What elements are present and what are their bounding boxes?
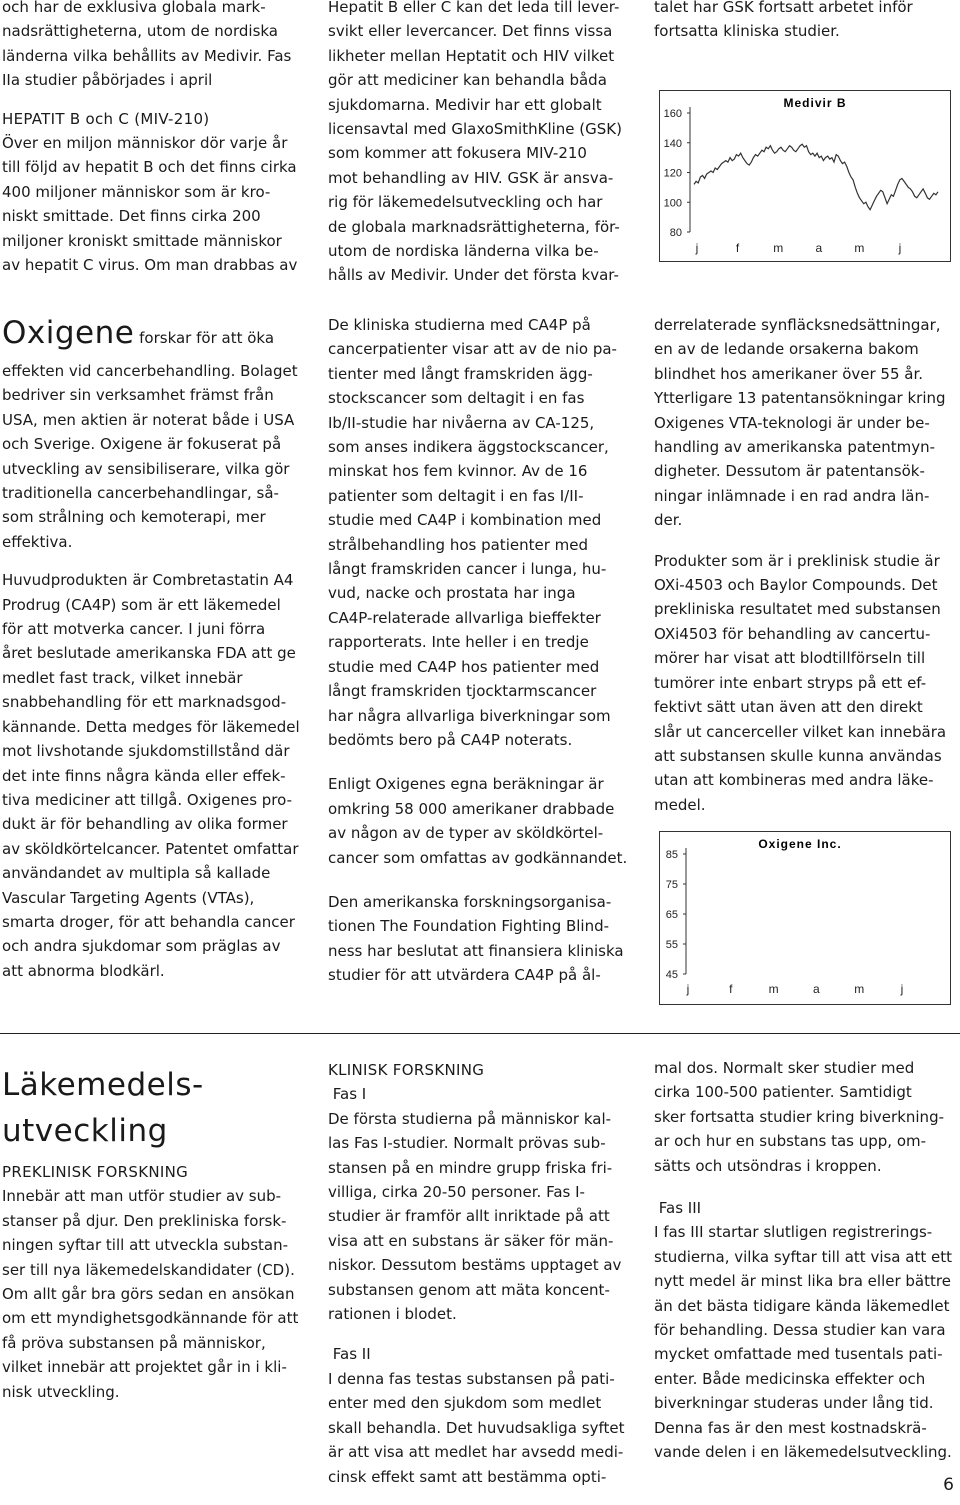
text-line: som anses indikera äggstockscancer, <box>328 438 609 457</box>
text-line: att abnorma blodkärl. <box>2 961 165 980</box>
fas1-heading: Fas I <box>328 1085 367 1104</box>
text-line: dukt är för behandling av olika former <box>2 815 288 834</box>
x-tick-label: f <box>729 982 733 996</box>
fas3-text <box>654 1220 960 1464</box>
text-line: gör att mediciner kan behandla båda <box>328 71 607 90</box>
text-line: traditionella cancerbehandlingar, så- <box>2 484 279 503</box>
text-line: USA, men aktien är noterat både i USA <box>2 410 295 429</box>
text-line: stockscancer som deltagit i en fas <box>328 389 585 408</box>
y-tick-label: 80 <box>669 227 682 239</box>
chart-title: Oxigene Inc. <box>758 837 842 851</box>
text-line: ser till nya läkemedelskandidater (CD). <box>2 1260 295 1279</box>
x-tick-label: m <box>773 241 784 255</box>
text-line: det inte finns några kända eller effek- <box>2 766 286 785</box>
text-line: utan att kombineras med andra läke- <box>654 771 934 790</box>
text-line: CA4P-relaterade allvarliga bieffekter <box>328 608 601 627</box>
section3-col1 <box>2 1062 314 1418</box>
text-line: Hepatit B eller C kan det leda till lever- <box>328 0 620 16</box>
x-tick-label: a <box>815 241 823 255</box>
gsk-continued-text <box>654 0 960 44</box>
medivir-chart-svg <box>660 91 950 261</box>
text-line: som kommer att fokusera MIV-210 <box>328 144 587 163</box>
section3-col3 <box>654 1056 960 1479</box>
text-line: bedriver sin verksamhet främst från <box>2 386 274 405</box>
text-line: visa att en substans är säker för män- <box>328 1231 614 1250</box>
chart-title: Medivir B <box>783 96 847 110</box>
page-number: 6 <box>943 1475 954 1495</box>
text-line: Prodrug (CA4P) som är ett läkemedel <box>2 595 281 614</box>
text-line: nytt medel är minst lika bra eller bättre <box>654 1272 951 1291</box>
text-line: I fas III startar slutligen registrerings- <box>654 1223 933 1242</box>
x-tick-label: j <box>898 241 902 255</box>
text-line: Oxigenes VTA-teknologi är under be- <box>654 413 930 432</box>
oxigene-title-rest: forskar för att öka <box>139 329 275 347</box>
text-line: vilket innebär att projektet går in i kli- <box>2 1358 287 1377</box>
text-line: OXi4503 för behandling av cancertu- <box>654 624 931 643</box>
x-tick-label: m <box>854 982 865 996</box>
text-line: utveckling av sensibiliserare, vilka gör <box>2 459 290 478</box>
x-tick-label: j <box>695 241 699 255</box>
text-line: De kliniska studierna med CA4P på <box>328 316 591 334</box>
oxigene-ca4p-text <box>2 568 314 983</box>
text-line: tienter med långt framskriden ägg- <box>328 364 593 383</box>
text-line: för behandling. Dessa studier kan vara <box>654 1321 946 1340</box>
text-line: sker fortsatta studier kring biverkning- <box>654 1107 945 1126</box>
text-line: Ytterligare 13 patentansökningar kring <box>654 389 946 408</box>
hepatit-heading: HEPATIT B och C (MIV-210) <box>2 109 210 128</box>
section2-col1 <box>2 313 314 997</box>
text-line: få pröva substansen på människor, <box>2 1333 266 1352</box>
oxigene-title-line <box>2 313 314 353</box>
text-line: ar och hur en substans tas upp, om- <box>654 1132 927 1151</box>
text-line: prekliniska resultatet med substansen <box>654 600 941 619</box>
section2-col3 <box>654 313 960 831</box>
text-line: medel. <box>654 795 706 814</box>
fas2-text <box>328 1367 640 1489</box>
section1-col2 <box>328 0 640 302</box>
text-line: vud, nacke och prostata har inga <box>328 584 576 603</box>
text-line: villiga, cirka 20-50 personer. Fas I- <box>328 1183 585 1202</box>
medivir-chart <box>659 90 951 262</box>
text-line: bedömts bero på CA4P noterats. <box>328 730 573 749</box>
text-line: till följd av hepatit B och det finns cirka <box>2 158 297 177</box>
y-tick-label: 55 <box>665 939 678 951</box>
oxigene-chart-svg <box>660 832 950 1004</box>
text-line: niskt smittade. Det finns cirka 200 <box>2 207 261 226</box>
text-line: cinsk effekt samt att bestämma opti- <box>328 1467 607 1486</box>
text-line: derrelaterade synfläcksnedsättningar, <box>654 316 941 334</box>
text-line: sjukdomarna. Medivir har ett globalt <box>328 95 602 114</box>
text-line: tiva mediciner att tillgå. Oxigenes pro- <box>2 790 293 809</box>
text-line: Om allt går bra görs sedan en ansökan <box>2 1285 295 1304</box>
text-line: mal dos. Normalt sker studier med <box>654 1059 915 1077</box>
y-tick-label: 65 <box>665 909 678 921</box>
hepatit-continued-text <box>328 0 640 288</box>
text-line: svikt eller levercancer. Det finns vissa <box>328 22 613 41</box>
text-line: fektivt sätt utan även att den direkt <box>654 698 923 717</box>
y-tick-label: 120 <box>663 167 682 180</box>
text-line: tumörer inte enbart stryps på ett ef- <box>654 673 927 692</box>
text-line: Över en miljon människor dör varje år <box>2 134 288 153</box>
x-tick-label: m <box>768 982 779 996</box>
text-line: nadsrättigheterna, utom de nordiska <box>2 22 278 41</box>
medivir-intro-text <box>2 0 314 93</box>
text-line: och andra sjukdomar som präglas av <box>2 937 281 956</box>
text-line: slår ut cancerceller vilket kan innebära <box>654 722 947 741</box>
text-line: IIa studier påbörjades i april <box>2 71 213 90</box>
text-line: av någon av de typer av sköldkörtel- <box>328 824 604 843</box>
text-line: har några allvarliga biverkningar som <box>328 706 611 725</box>
hepatit-text <box>2 131 314 277</box>
text-line: är att visa att medlet har avsedd medi- <box>328 1443 624 1462</box>
lakemedel-title-line1: Läkemedels- <box>2 1067 204 1103</box>
text-line: effektiva. <box>2 532 73 551</box>
preclinical-heading: PREKLINISK FORSKNING <box>2 1163 189 1181</box>
text-line: enter med den sjukdom som medlet <box>328 1394 602 1413</box>
text-line: fortsatta kliniska studier. <box>654 22 840 41</box>
text-line: Den amerikanska forskningsorganisa- <box>328 892 612 911</box>
text-line: substansen genom att mäta koncent- <box>328 1280 610 1299</box>
text-line: enter. Både medicinska effekter och <box>654 1369 926 1388</box>
text-line: vande delen i en läkemedelsutveckling. <box>654 1443 952 1462</box>
fas2-heading: Fas II <box>328 1345 371 1364</box>
text-line: som strålning och kemoterapi, mer <box>2 508 266 527</box>
text-line: att substansen skulle kunna användas <box>654 746 942 765</box>
text-line: studier för att utvärdera CA4P på ål- <box>328 966 601 985</box>
oxigene-estimate-text <box>328 772 640 870</box>
text-line: och har de exklusiva globala mark- <box>2 0 266 16</box>
text-line: mot behandling av HIV. GSK är ansva- <box>328 168 614 187</box>
text-line: de globala marknadsrättigheterna, för- <box>328 217 620 236</box>
preclinical-products-text <box>654 549 960 817</box>
text-line: Innebär att man utför studier av sub- <box>2 1187 282 1206</box>
text-line: långt framskriden cancer i lunga, hu- <box>328 560 607 579</box>
y-tick-label: 45 <box>665 969 678 981</box>
text-line: biverkningar studeras under lång tid. <box>654 1394 934 1413</box>
text-line: skall behandla. Det huvudsakliga syftet <box>328 1418 625 1437</box>
text-line: länderna vilka behållits av Medivir. Fas <box>2 46 292 65</box>
text-line: strålbehandling hos patienter med <box>328 535 589 554</box>
section1-col1 <box>2 0 314 291</box>
text-line: och Sverige. Oxigene är fokuserat på <box>2 435 282 454</box>
y-tick-label: 85 <box>665 849 678 861</box>
text-line: Denna fas är den mest kostnadskrä- <box>654 1418 927 1437</box>
section-divider <box>0 1033 960 1034</box>
text-line: smarta droger, för att behandla cancer <box>2 912 295 931</box>
fas1-text <box>328 1107 640 1327</box>
text-line: tionen The Foundation Fighting Blind- <box>328 917 610 936</box>
text-line: De första studierna på människor kal- <box>328 1109 612 1128</box>
text-line: av sköldkörtelcancer. Patentet omfattar <box>2 839 299 858</box>
text-line: snabbehandling för ett marknadsgod- <box>2 693 287 712</box>
text-line: omkring 58 000 amerikaner drabbade <box>328 799 615 818</box>
text-line: minskat hos fem kvinnor. Av de 16 <box>328 462 588 481</box>
oxigene-chart <box>659 831 951 1005</box>
text-line: OXi-4503 och Baylor Compounds. Det <box>654 576 938 595</box>
text-line: licensavtal med GlaxoSmithKline (GSK) <box>328 120 622 139</box>
x-tick-label: f <box>735 241 740 255</box>
text-line: Ib/II-studie har nivåerna av CA-125, <box>328 413 595 432</box>
y-tick-label: 140 <box>663 137 682 150</box>
text-line: studierna, vilka syftar till att visa att ett <box>654 1247 952 1266</box>
text-line: miljoner kroniskt smittade människor <box>2 231 282 250</box>
text-line: nisk utveckling. <box>2 1382 120 1401</box>
fas3-heading: Fas III <box>654 1199 702 1218</box>
clinical-heading: KLINISK FORSKNING <box>328 1061 485 1079</box>
text-line: patienter som deltagit i en fas I/II- <box>328 486 584 505</box>
lakemedel-title-line2: utveckling <box>2 1113 168 1149</box>
text-line: sätts och utsöndras i kroppen. <box>654 1156 882 1175</box>
text-line: om ett myndighetsgodkännande för att <box>2 1309 299 1328</box>
text-line: niskor. Dessutom bestäms upptaget av <box>328 1256 622 1275</box>
section3-col2 <box>328 1058 640 1503</box>
text-line: medlet fast track, vilket innebär <box>2 668 243 687</box>
text-line: handling av amerikanska patentmyn- <box>654 438 936 457</box>
x-tick-label: m <box>854 241 865 255</box>
text-line: för att motverka cancer. I juni förra <box>2 620 266 639</box>
preclinical-text <box>2 1184 314 1404</box>
text-line: än det bästa tidigare kända läkemedlet <box>654 1296 950 1315</box>
text-line: rationen i blodet. <box>328 1305 457 1324</box>
text-line: Huvudprodukten är Combretastatin A4 <box>2 571 294 590</box>
text-line: stanser på djur. Den prekliniska forsk- <box>2 1211 287 1230</box>
x-tick-label: j <box>686 982 690 996</box>
text-line: kännande. Detta medges för läkemedel <box>2 717 300 736</box>
text-line: las Fas I-studier. Normalt prövas sub- <box>328 1134 606 1153</box>
text-line: av hepatit C virus. Om man drabbas av <box>2 256 298 275</box>
ca4p-studies-text <box>328 313 640 752</box>
text-line: effekten vid cancerbehandling. Bolaget <box>2 362 298 380</box>
section1-col3 <box>654 0 960 58</box>
text-line: ningar inlämnade i en rad andra län- <box>654 486 930 505</box>
text-line: 400 miljoner människor som är kro- <box>2 182 271 201</box>
text-line: Vascular Targeting Agents (VTAs), <box>2 888 255 907</box>
text-line: hålls av Medivir. Under det första kvar- <box>328 266 619 285</box>
medivir-series-line <box>694 144 938 210</box>
text-line: användandet av multipla så kallade <box>2 864 271 883</box>
text-line: mörer har visat att blodtillförseln till <box>654 649 926 668</box>
fas2-continued-text <box>654 1056 960 1178</box>
text-line: cirka 100-500 patienter. Samtidigt <box>654 1083 912 1102</box>
text-line: blindhet hos amerikaner över 55 år. <box>654 364 924 383</box>
y-tick-label: 160 <box>663 108 682 120</box>
text-line: studier är framför allt inriktade på att <box>328 1207 610 1226</box>
text-line: mot livshotande sjukdomstillstånd där <box>2 742 290 761</box>
text-line: I denna fas testas substansen på pati- <box>328 1369 615 1388</box>
text-line: mycket omfattade med tusentals pati- <box>654 1345 943 1364</box>
x-tick-label: a <box>813 982 820 996</box>
text-line: långt framskriden tjocktarmscancer <box>328 682 597 701</box>
text-line: cancerpatienter visar att av de nio pa- <box>328 340 617 359</box>
text-line: Enligt Oxigenes egna beräkningar är <box>328 775 604 794</box>
patent-text <box>654 313 960 533</box>
text-line: stansen på en mindre grupp friska fri- <box>328 1158 613 1177</box>
text-line: Produkter som är i preklinisk studie är <box>654 551 940 570</box>
oxigene-intro-text <box>2 359 314 554</box>
x-tick-label: j <box>900 982 904 996</box>
text-line: studie med CA4P i kombination med <box>328 511 602 530</box>
text-line: cancer som omfattas av godkännandet. <box>328 848 628 867</box>
text-line: ness har beslutat att finansiera kliniska <box>328 941 624 960</box>
oxigene-title: Oxigene <box>2 315 135 351</box>
text-line: digheter. Dessutom är patentansök- <box>654 462 925 481</box>
y-tick-label: 100 <box>663 197 682 210</box>
text-line: ningen syftar till att utveckla substan- <box>2 1236 289 1255</box>
text-line: utom de nordiska länderna vilka be- <box>328 242 599 261</box>
text-line: likheter mellan Heptatit och HIV vilket <box>328 46 615 65</box>
text-line: studie med CA4P hos patienter med <box>328 657 600 676</box>
text-line: rig för läkemedelsutveckling och har <box>328 193 603 212</box>
text-line: talet har GSK fortsatt arbetet inför <box>654 0 913 16</box>
text-line: året beslutade amerikanska FDA att ge <box>2 644 296 663</box>
section2-col2 <box>328 313 640 1002</box>
text-line: rapporterats. Inte heller i en tredje <box>328 633 589 652</box>
text-line: en av de ledande orsakerna bakom <box>654 340 919 359</box>
y-tick-label: 75 <box>665 879 678 891</box>
text-line: der. <box>654 511 683 530</box>
foundation-text <box>328 890 640 988</box>
